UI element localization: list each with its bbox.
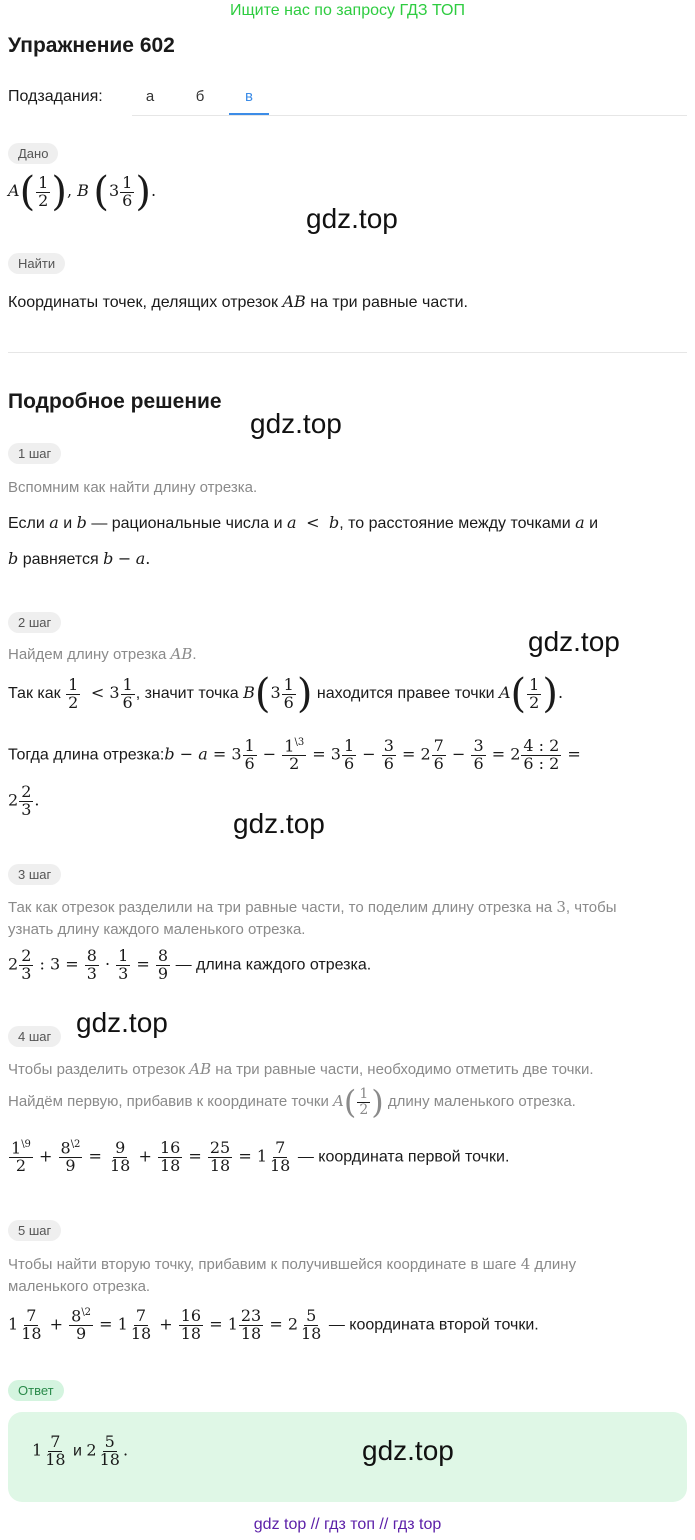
given-tag: Дано bbox=[8, 143, 58, 164]
footer-links[interactable]: gdz top // гдз топ // гдз top bbox=[253, 1516, 442, 1533]
step-4-tag: 4 шаг bbox=[8, 1026, 61, 1047]
tab-b[interactable]: б bbox=[195, 88, 205, 105]
step-1-text-2: b равняется b − a. bbox=[8, 549, 151, 568]
step-4-hint-2: Найдём первую, прибавив к координате точки A( $\frac{1}{2}$ ) длину маленького отрезка. bbox=[8, 1083, 576, 1121]
given-points: A( $\frac{1}{2}$ ), B (3 $\frac{1}{6}$ ). bbox=[8, 169, 157, 215]
step-4-hint: Чтобы разделить отрезок AB на три равные части, необходимо отметить две точки. bbox=[8, 1060, 594, 1078]
solution-title: Подробное решение bbox=[8, 390, 222, 413]
step-3-hint-2: узнать длину каждого маленького отрезка. bbox=[8, 921, 306, 938]
watermark: gdz.top bbox=[76, 1007, 168, 1038]
step-3-tag: 3 шаг bbox=[8, 864, 61, 885]
step-1-text: Если a и b — рациональные числа и a < b, то расстояние между точками a и bbox=[8, 513, 599, 532]
step-2-hint: Найдем длину отрезка AB. bbox=[8, 645, 197, 663]
answer-tag: Ответ bbox=[8, 1380, 64, 1401]
step-4-calc: $\frac{1^{\backslash 9}}{2}$ + $\frac{8^{\backslash 2}}{9}$ = $\frac{9}{18}$ + $\frac{16}{18}$ = $\frac{25}{18}$ = 1 $\frac{7}{18}$ — координата первой точки. bbox=[11, 1138, 510, 1176]
watermark: gdz.top bbox=[528, 626, 620, 657]
find-text: Координаты точек, делящих отрезок AB на три равные части. bbox=[8, 292, 468, 311]
watermark: gdz.top bbox=[306, 203, 398, 234]
tabs-divider bbox=[132, 115, 687, 116]
watermark: gdz.top bbox=[362, 1435, 454, 1466]
step-5-tag: 5 шаг bbox=[8, 1220, 61, 1241]
tab-a[interactable]: а bbox=[145, 88, 155, 105]
active-tab-indicator bbox=[229, 113, 269, 115]
step-3-hint: Так как отрезок разделили на три равные части, то поделим длину отрезка на 3, чтобы bbox=[8, 898, 617, 916]
step-5-hint-2: маленького отрезка. bbox=[8, 1278, 151, 1295]
step-2-tag: 2 шаг bbox=[8, 612, 61, 633]
watermark: gdz.top bbox=[233, 808, 325, 839]
find-tag: Найти bbox=[8, 253, 65, 274]
top-search-link[interactable]: Ищите нас по запросу ГДЗ ТОП bbox=[230, 2, 465, 19]
step-2-result: 2 $\frac{2}{3}$ . bbox=[8, 782, 40, 819]
answer-text: 1 $\frac{7}{18}$ и 2 $\frac{5}{18}$ . bbox=[32, 1432, 129, 1469]
step-5-calc: 1 $\frac{7}{18}$ + $\frac{8^{\backslash 2}}{9}$ = 1 $\frac{7}{18}$ + $\frac{16}{18}$ = 1 $\frac{23}{18}$ = 2 $\frac{5}{18}$ — координата второй точки. bbox=[8, 1306, 539, 1344]
step-2-calc: Тогда длина отрезка:b − a = 3 $\frac{1}{6}$ − $\frac{1^{\backslash 3}}{2}$ = 3 $\frac{1}{6}$ − $\frac{3}{6}$ = 2 $\frac{7}{6}$ − $\frac{3}{6}$ = 2 $\frac{4 : 2}{6 : 2}$ = bbox=[8, 736, 581, 774]
step-1-tag: 1 шаг bbox=[8, 443, 61, 464]
subtasks-label: Подзадания: bbox=[8, 88, 103, 105]
page-title: Упражнение 602 bbox=[8, 34, 175, 57]
step-3-calc: 2 $\frac{2}{3}$ : 3 = $\frac{8}{3}$ · $\frac{1}{3}$ = $\frac{8}{9}$ — длина каждого отрезка. bbox=[8, 946, 372, 983]
section-divider bbox=[8, 352, 687, 353]
step-2-text: Так как $\frac{1}{2}$ < 3 $\frac{1}{6}$ , значит точка B(3 $\frac{1}{6}$ ) находится правее точки A( $\frac{1}{2}$ ). bbox=[8, 671, 564, 717]
step-1-hint: Вспомним как найти длину отрезка. bbox=[8, 479, 258, 496]
step-5-hint: Чтобы найти вторую точку, прибавим к получившейся координате в шаге 4 длину bbox=[8, 1255, 577, 1273]
tab-v[interactable]: в bbox=[245, 88, 253, 105]
watermark: gdz.top bbox=[250, 408, 342, 439]
